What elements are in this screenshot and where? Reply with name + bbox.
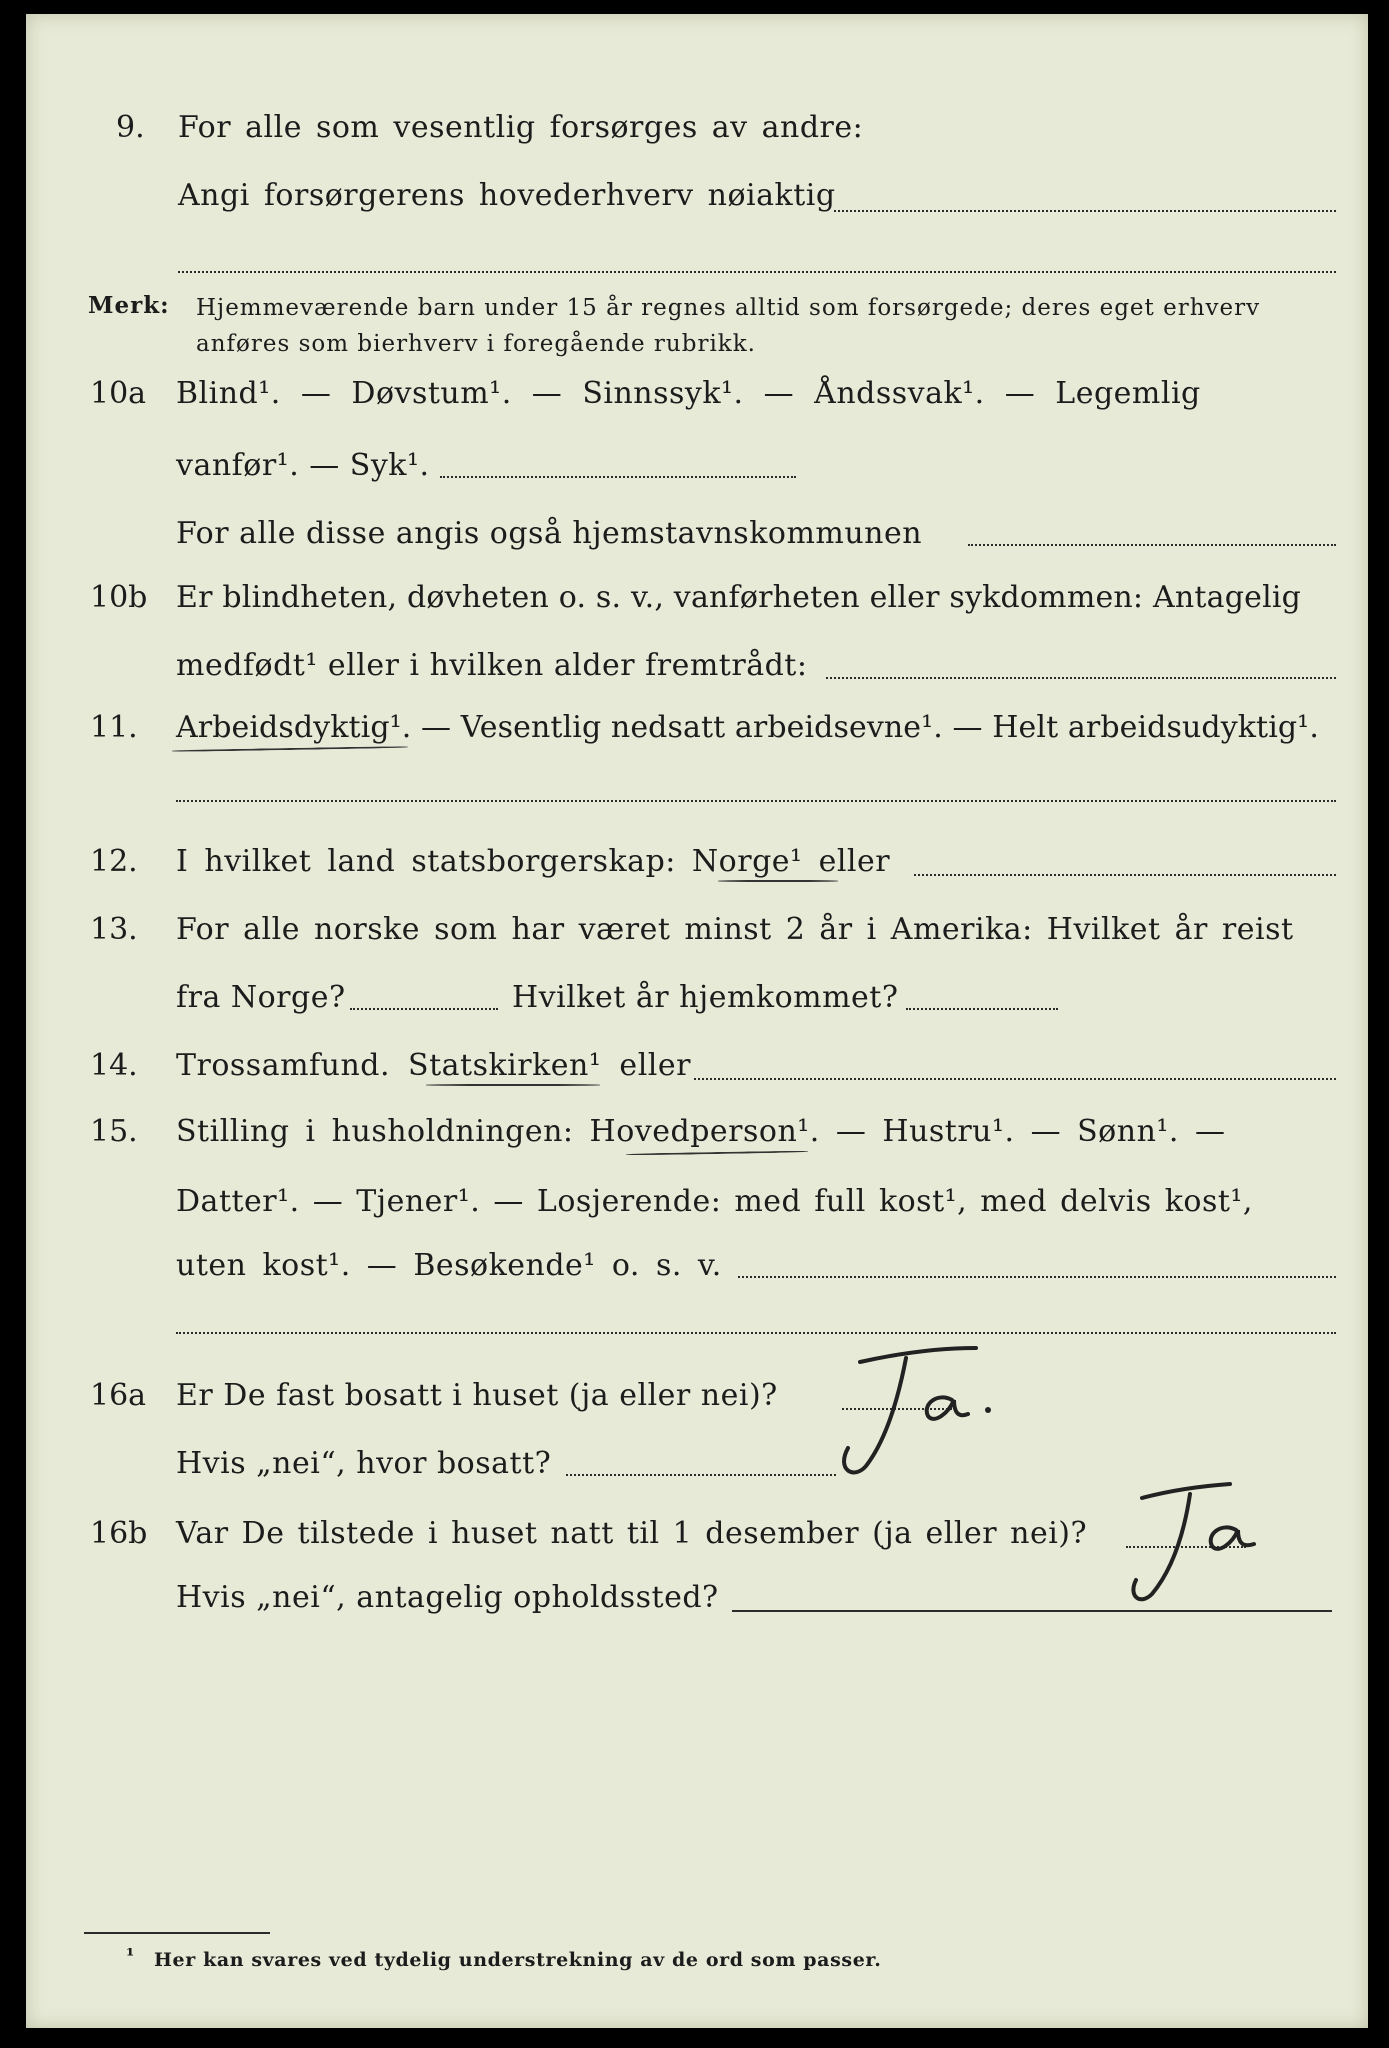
q16b-location-line[interactable] [732, 1610, 1332, 1612]
q11-answer-line[interactable] [176, 800, 1336, 802]
q16a-residence-line[interactable] [566, 1474, 836, 1476]
footnote-divider [84, 1932, 270, 1934]
q16b-text-line1: Var De tilstede i huset natt til 1 desember (ja eller nei)? [176, 1516, 1088, 1551]
q16b-handwritten-answer [1106, 1464, 1286, 1614]
q15-number: 15. [90, 1114, 138, 1149]
q10b-answer-line[interactable] [826, 677, 1336, 679]
q15-text-line2: Datter¹. — Tjener¹. — Losjerende: med full kost¹, med delvis kost¹, [176, 1184, 1253, 1219]
q15-underline-hovedperson [626, 1150, 808, 1155]
q13-text-line1: For alle norske som har været minst 2 år i Amerika: Hvilket år reist [176, 912, 1294, 947]
q12-text-line1: I hvilket land statsborgerskap: Norge¹ eller [176, 844, 891, 879]
q9-answer-line[interactable] [834, 210, 1336, 212]
q14-number: 14. [90, 1048, 138, 1083]
q12-underline-norge [718, 880, 838, 882]
q14-text-line1: Trossamfund. Statskirken¹ eller [176, 1048, 691, 1083]
merk-text-line2: anføres som bierhverv i foregående rubrikk. [196, 331, 756, 357]
q10a-answer-line[interactable] [440, 476, 796, 478]
q10a-text-line3: For alle disse angis også hjemstavnskommunen [176, 516, 923, 551]
merk-label: Merk: [88, 292, 170, 319]
q11-text-line1: Arbeidsdyktig¹. — Vesentlig nedsatt arbeidsevne¹. — Helt arbeidsudyktig¹. [176, 710, 1319, 745]
q13-text-line2a: fra Norge? [176, 980, 346, 1015]
q16a-handwritten-answer [826, 1330, 1006, 1480]
q12-answer-line[interactable] [914, 874, 1336, 876]
q9-text-line1: For alle som vesentlig forsørges av andre: [178, 110, 864, 145]
q9-text-line2: Angi forsørgerens hovederhverv nøiaktig [178, 178, 836, 213]
footnote-mark: ¹ [126, 1945, 135, 1967]
q14-underline-statskirken [426, 1084, 600, 1086]
q10a-municipality-line[interactable] [968, 544, 1336, 546]
q10a-number: 10a [90, 376, 147, 411]
q9-number: 9. [116, 110, 145, 145]
q9-answer-line-2[interactable] [178, 271, 1336, 273]
q11-number: 11. [90, 710, 138, 745]
q12-number: 12. [90, 844, 138, 879]
q10a-text-line2: vanfør¹. — Syk¹. [176, 448, 430, 483]
q15-answer-line[interactable] [738, 1276, 1336, 1278]
q13-number: 13. [90, 912, 138, 947]
q13-departure-year-line[interactable] [350, 1008, 498, 1010]
q16a-text-line2: Hvis „nei“, hvor bosatt? [176, 1446, 552, 1481]
q14-answer-line[interactable] [694, 1078, 1336, 1080]
q15-text-line1: Stilling i husholdningen: Hovedperson¹. — Hustru¹. — Sønn¹. — [176, 1114, 1226, 1149]
q10b-text-line1: Er blindheten, døvheten o. s. v., vanførheten eller sykdommen: Antagelig [176, 580, 1302, 615]
q16a-number: 16a [90, 1378, 147, 1413]
q10b-text-line2: medfødt¹ eller i hvilken alder fremtrådt: [176, 648, 808, 683]
q13-return-year-line[interactable] [906, 1008, 1058, 1010]
q16b-text-line2: Hvis „nei“, antagelig opholdssted? [176, 1580, 719, 1615]
q16b-number: 16b [90, 1516, 148, 1551]
q16a-text-line1: Er De fast bosatt i huset (ja eller nei)? [176, 1378, 778, 1413]
q10a-text-line1: Blind¹. — Døvstum¹. — Sinnssyk¹. — Åndssvak¹. — Legemlig [176, 376, 1201, 411]
merk-text-line1: Hjemmeværende barn under 15 år regnes alltid som forsørgede; deres eget erhverv [196, 295, 1261, 321]
q10b-number: 10b [90, 580, 148, 615]
q11-underline-arbeidsdyktig [172, 746, 408, 752]
footnote-text: Her kan svares ved tydelig understrekning av de ord som passer. [154, 1949, 882, 1971]
q15-answer-line-2[interactable] [176, 1332, 1336, 1334]
census-form-page [26, 14, 1368, 2028]
q15-text-line3: uten kost¹. — Besøkende¹ o. s. v. [176, 1248, 722, 1283]
q13-text-line2b: Hvilket år hjemkommet? [512, 980, 899, 1015]
